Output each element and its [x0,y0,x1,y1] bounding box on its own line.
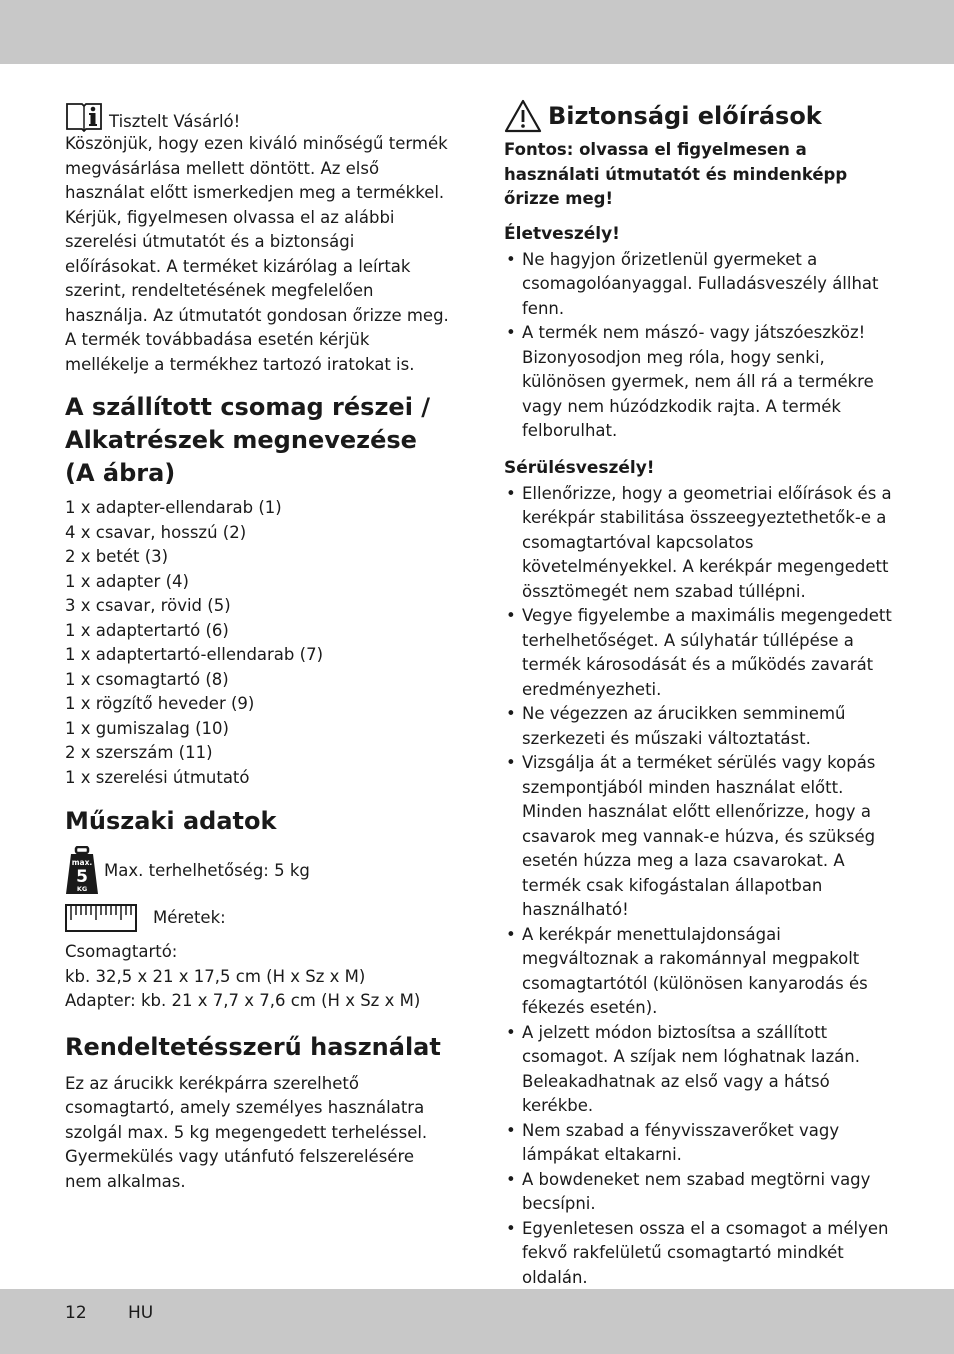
page-number: 12 [65,1303,87,1323]
safety-important-note: Fontos: olvassa el figyelmesen a használati útmutatót és mindenképp őrizze meg! [504,140,848,208]
parts-item: 2 x betét (3) [65,547,169,566]
tech-heading: Műszaki adatok [65,807,277,835]
parts-item: 4 x csavar, hosszú (2) [65,522,247,542]
right-column [504,98,896,1290]
list-item: • A jelzett módon biztosítsa a szállított csomagot. A szíjak nem lóghatnak lazán. Beleakadhatnak az első vagy a hátsó kerékbe. [504,1021,896,1119]
weight-max-icon [65,846,99,896]
adapter-dimensions: Adapter: kb. 21 x 7,7 x 7,6 cm (H x Sz x M) [65,991,421,1010]
safety-heading: Biztonsági előírások [548,102,822,130]
dimensions-row [65,904,453,932]
list-item: • Egyenletesen ossza el a csomagot a mélyen fekvő rakfelületű csomagtartó mindkét oldalán. [504,1217,896,1291]
life-danger-list [504,248,896,444]
parts-item: 3 x csavar, rövid (5) [65,596,231,615]
list-item: • Ne hagyjon őrizetlenül gyermeket a csomagolóanyaggal. Fulladásveszély állhat fenn. [504,248,896,322]
header-band [0,0,954,64]
intro-greeting-row [65,96,453,132]
parts-list [65,496,453,790]
parts-item: 1 x adapter-ellendarab (1) [65,498,282,517]
list-item: • Vegye figyelembe a maximális megengedett terhelhetőséget. A súlyhatár túllépése a termék károsodását és a működés zavarát eredményezheti. [504,604,896,702]
parts-heading: A szállított csomag részei / Alkatrészek megnevezése (A ábra) [65,393,431,487]
injury-danger-list [504,482,896,1291]
ruler-icon [65,904,137,932]
parts-item: 1 x adaptertartó (6) [65,620,229,640]
warning-triangle-icon [504,99,542,133]
weight-icon-unit: KG [76,885,88,893]
list-item: • Ne végezzen az árucikken semminemű szerkezeti és műszaki változtatást. [504,702,896,751]
left-column [65,96,453,1194]
list-item: • A kerékpár menettulajdonságai megváltoznak a rakománnyal megpakolt csomagtartótól (különösen kanyarodás és fékezés esetén). [504,923,896,1021]
parts-item: 1 x gumiszalag (10) [65,718,229,738]
list-item: • A bowdeneket nem szabad megtörni vagy becsípni. [504,1168,896,1217]
rack-label: Csomagtartó: [65,942,178,961]
max-load-text: Max. terhelhetőség: 5 kg [104,860,310,880]
intro-greeting: Tisztelt Vásárló! [109,112,241,131]
intended-use-heading: Rendeltetésszerű használat [65,1032,441,1061]
intro-text: Köszönjük, hogy ezen kiváló minőségű termék megvásárlása mellett döntött. Az első használat előtt ismerkedjen meg a termékkel. Kérjük, figyelmesen olvassa el az alábbi szerelési útmutatót és a biztonsági előírásokat. A terméket kizárólag a leírtak szerint, rendeltetésének megfelelően használja. Az útmutatót gondosan őrizze meg. A termék továbbadása esetén kérjük mellékelje a termékhez tartozó iratokat is. [65,134,449,374]
language-code: HU [128,1303,154,1323]
max-load-row [65,846,453,896]
parts-item: 1 x szerelési útmutató [65,767,250,787]
parts-item: 1 x rögzítő heveder (9) [65,694,255,713]
dimensions-label: Méretek: [153,907,226,927]
life-danger-heading: Életveszély! [504,223,620,244]
list-item: • Nem szabad a fényvisszaverőket vagy lámpákat eltakarni. [504,1119,896,1168]
parts-item: 1 x adapter (4) [65,571,189,591]
list-item: • Ellenőrizze, hogy a geometriai előírások és a kerékpár stabilitása összeegyeztethetők-e a csomagtartóval kapcsolatos követelményekkel. A kerékpár megengedett össztömegét nem szabad túllépni. [504,482,896,605]
list-item: • Vizsgálja át a terméket sérülés vagy kopás szempontjából minden használat előtt. Minden használat előtt ellenőrizze, hogy a csavarok meg vannak-e húzva, és szükség esetén húzza meg a laza csavarokat. A termék csak kifogástalan állapotban használható! [504,751,896,923]
parts-item: 1 x adaptertartó-ellendarab (7) [65,645,324,664]
weight-icon-number: 5 [76,867,88,887]
injury-danger-heading: Sérülésveszély! [504,457,655,478]
rack-dimensions: kb. 32,5 x 21 x 17,5 cm (H x Sz x M) [65,966,366,986]
intended-use-text: Ez az árucikk kerékpárra szerelhető csomagtartó, amely személyes használatra szolgál max. 5 kg megengedett terheléssel. Gyermekülés vagy utánfutó felszerelésére nem alkalmas. [65,1073,428,1191]
weight-icon-max-label: max. [71,858,93,867]
parts-item: 2 x szerszám (11) [65,743,213,762]
parts-item: 1 x csomagtartó (8) [65,669,229,689]
safety-title-row [504,98,896,134]
info-book-icon [65,100,103,132]
list-item: • A termék nem mászó- vagy játszóeszköz! Bizonyosodjon meg róla, hogy senki, különösen gyermek, nem áll rá a termékre vagy nem húzódzkodik rajta. A termék felborulhat. [504,321,896,444]
